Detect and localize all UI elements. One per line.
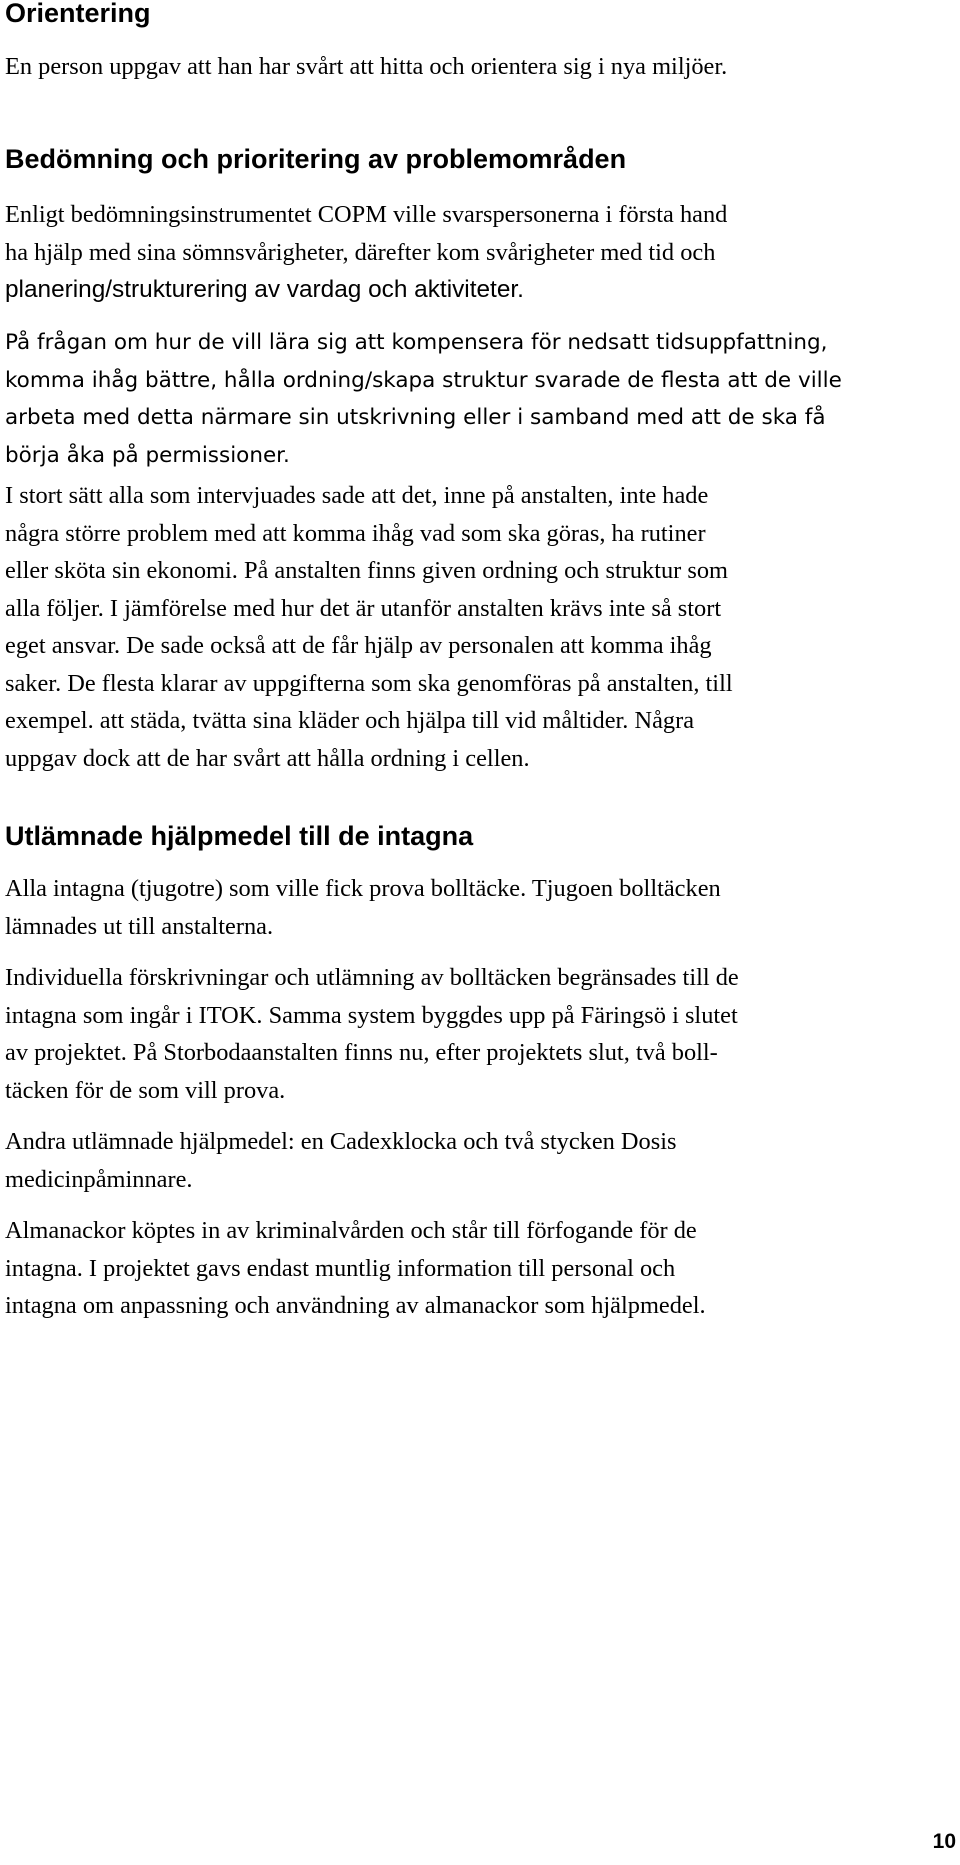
text-line: eget ansvar. De sade också att de får hjälp av personalen att komma ihåg: [5, 632, 712, 659]
text-line: Andra utlämnade hjälpmedel: en Cadexklocka och två stycken Dosis: [5, 1128, 677, 1155]
text-line: intagna som ingår i ITOK. Samma system byggdes upp på Färingsö i slutet: [5, 1001, 738, 1029]
text-line: planering/strukturering av vardag och aktiviteter.: [5, 276, 524, 303]
text-line: alla följer. I jämförelse med hur det är utanför anstalten krävs inte så stort: [5, 594, 722, 622]
text-line: Enligt bedömningsinstrumentet COPM ville svarspersonerna i första hand: [5, 201, 728, 228]
paragraph-forskrivningar: [5, 959, 957, 1109]
text-line: lämnades ut till anstalterna.: [5, 912, 274, 940]
text-line: komma ihåg bättre, hålla ordning/skapa struktur svarade de flesta att de ville: [5, 367, 842, 393]
page-number: 10: [932, 1830, 956, 1853]
text-line: På frågan om hur de vill lära sig att kompensera för nedsatt tidsuppfattning,: [5, 330, 828, 355]
text-line: intagna om anpassning och användning av almanackor som hjälpmedel.: [5, 1292, 706, 1319]
text-line: ha hjälp med sina sömnsvårigheter, därefter kom svårigheter med tid och: [5, 238, 716, 266]
text-line: täcken för de som vill prova.: [5, 1076, 286, 1104]
text-line: arbeta med detta närmare sin utskrivning eller i samband med att de ska få: [5, 405, 826, 430]
paragraph-almanackor: [5, 1212, 957, 1325]
section-heading-hjalpmedel: Utlämnade hjälpmedel till de intagna: [5, 821, 474, 851]
paragraph-orientering: [5, 48, 957, 86]
text-line: I stort sätt alla som intervjuades sade att det, inne på anstalten, inte hade: [5, 482, 709, 509]
text-line: medicinpåminnare.: [5, 1165, 193, 1193]
text-line: Individuella förskrivningar och utlämning av bolltäcken begränsades till de: [5, 964, 739, 991]
text-line: Alla intagna (tjugotre) som ville fick prova bolltäcke. Tjugoen bolltäcken: [5, 875, 721, 902]
text-line: exempel. att städa, tvätta sina kläder och hjälpa till vid måltider. Några: [5, 707, 695, 734]
text-line: eller sköta sin ekonomi. På anstalten finns given ordning och struktur som: [5, 557, 729, 584]
paragraph-bolltacke: [5, 870, 957, 945]
text-line: några större problem med att komma ihåg vad som ska göras, ha rutiner: [5, 519, 706, 547]
paragraph-andra-hjalpmedel: [5, 1123, 957, 1198]
text-line: av projektet. På Storbodaanstalten finns nu, efter projektets slut, två boll-: [5, 1039, 718, 1066]
text-line: En person uppgav att han har svårt att hitta och orientera sig i nya miljöer.: [5, 53, 728, 80]
text-line: intagna. I projektet gavs endast muntlig information till personal och: [5, 1254, 676, 1282]
text-line: börja åka på permissioner.: [5, 442, 290, 468]
paragraph-copm: [5, 196, 957, 309]
paragraph-intervjuades: [5, 477, 957, 777]
text-line: saker. De flesta klarar av uppgifterna som ska genomföras på anstalten, till: [5, 669, 733, 697]
paragraph-kompensera: [5, 324, 957, 474]
section-heading-bedomning: Bedömning och prioritering av problemområden: [5, 144, 627, 174]
section-heading-orientering: Orientering: [5, 0, 151, 28]
text-line: uppgav dock att de har svårt att hålla ordning i cellen.: [5, 744, 530, 772]
text-line: Almanackor köptes in av kriminalvården och står till förfogande för de: [5, 1217, 697, 1244]
